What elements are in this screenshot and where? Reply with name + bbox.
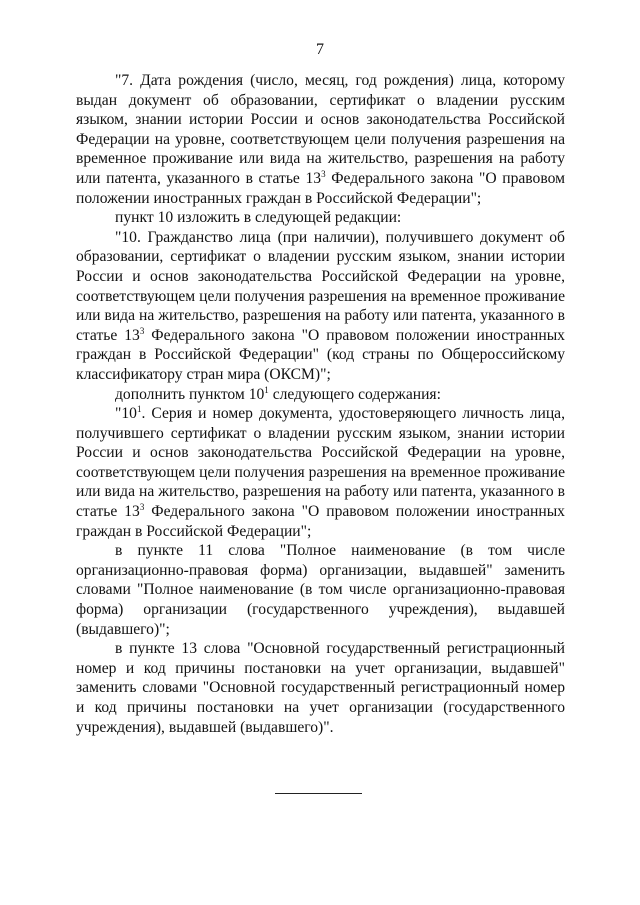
paragraph-instruction-10-1: дополнить пунктом $10^1$ следующего содержания:: [115, 384, 441, 403]
superscript-index: 3: [139, 325, 145, 336]
superscript-index: 3: [321, 168, 326, 179]
paragraph-item-7: "7. Дата рождения (число, месяц, год рождения) лица, которому выдан документ об образовании, сертификат о владении русским языком, знании истории России и основ законодательства Российской Федерации на уровне, соответствующем цели получения разрешения на временное проживание или вида на жительство, разрешения на работу или патента, указанного в статье $13^3$ Федерального закона "О правовом положении иностранных граждан в Российской Федерации";: [76, 72, 565, 207]
end-rule-divider: [275, 793, 362, 794]
document-body: [76, 71, 565, 737]
superscript-index: 3: [139, 502, 145, 513]
paragraph-item-11-amendment: в пункте 11 слова "Полное наименование (в том числе организационно-правовая форма) организации, выдавшей" заменить словами "Полное наименование (в том числе организационно-правовая форма) организации (государственного учреждения), выдавшей (выдавшего)";: [76, 542, 565, 638]
superscript-index: 1: [264, 384, 269, 395]
page-number: 7: [316, 41, 324, 58]
paragraph-item-10: "10. Гражданство лица (при наличии), получившего документ об образовании, сертификат о владении русским языком, знании истории России и основ законодательства Российской Федерации на уровне, соответствующем цели получения разрешения на временное проживание или вида на жительство, разрешения на работу или патента, указанного в статье $13^3$ Федерального закона "О правовом положении иностранных граждан в Российской Федерации" (код страны по Общероссийскому классификатору стран мира (ОКСМ)";: [76, 228, 565, 383]
paragraph-item-10-1: "$10^1$. Серия и номер документа, удостоверяющего личность лица, получившего сертификат о владении русским языком, знании истории России и основ законодательства Российской Федерации на уровне, соответствующем цели получения разрешения на временное проживание или вида на жительство, разрешения на работу или патента, указанного в статье $13^3$ Федерального закона "О правовом положении иностранных граждан в Российской Федерации";: [76, 404, 565, 540]
paragraph-instruction-10: пункт 10 изложить в следующей редакции:: [115, 209, 402, 227]
paragraph-item-13-amendment: в пункте 13 слова "Основной государственный регистрационный номер и код причины постановки на учет организации, выдавшей" заменить словами "Основной государственный регистрационный номер и код причины постановки на учет организации (государственного учреждения), выдавшей (выдавшего)".: [76, 640, 565, 736]
superscript-index: 1: [136, 404, 142, 415]
